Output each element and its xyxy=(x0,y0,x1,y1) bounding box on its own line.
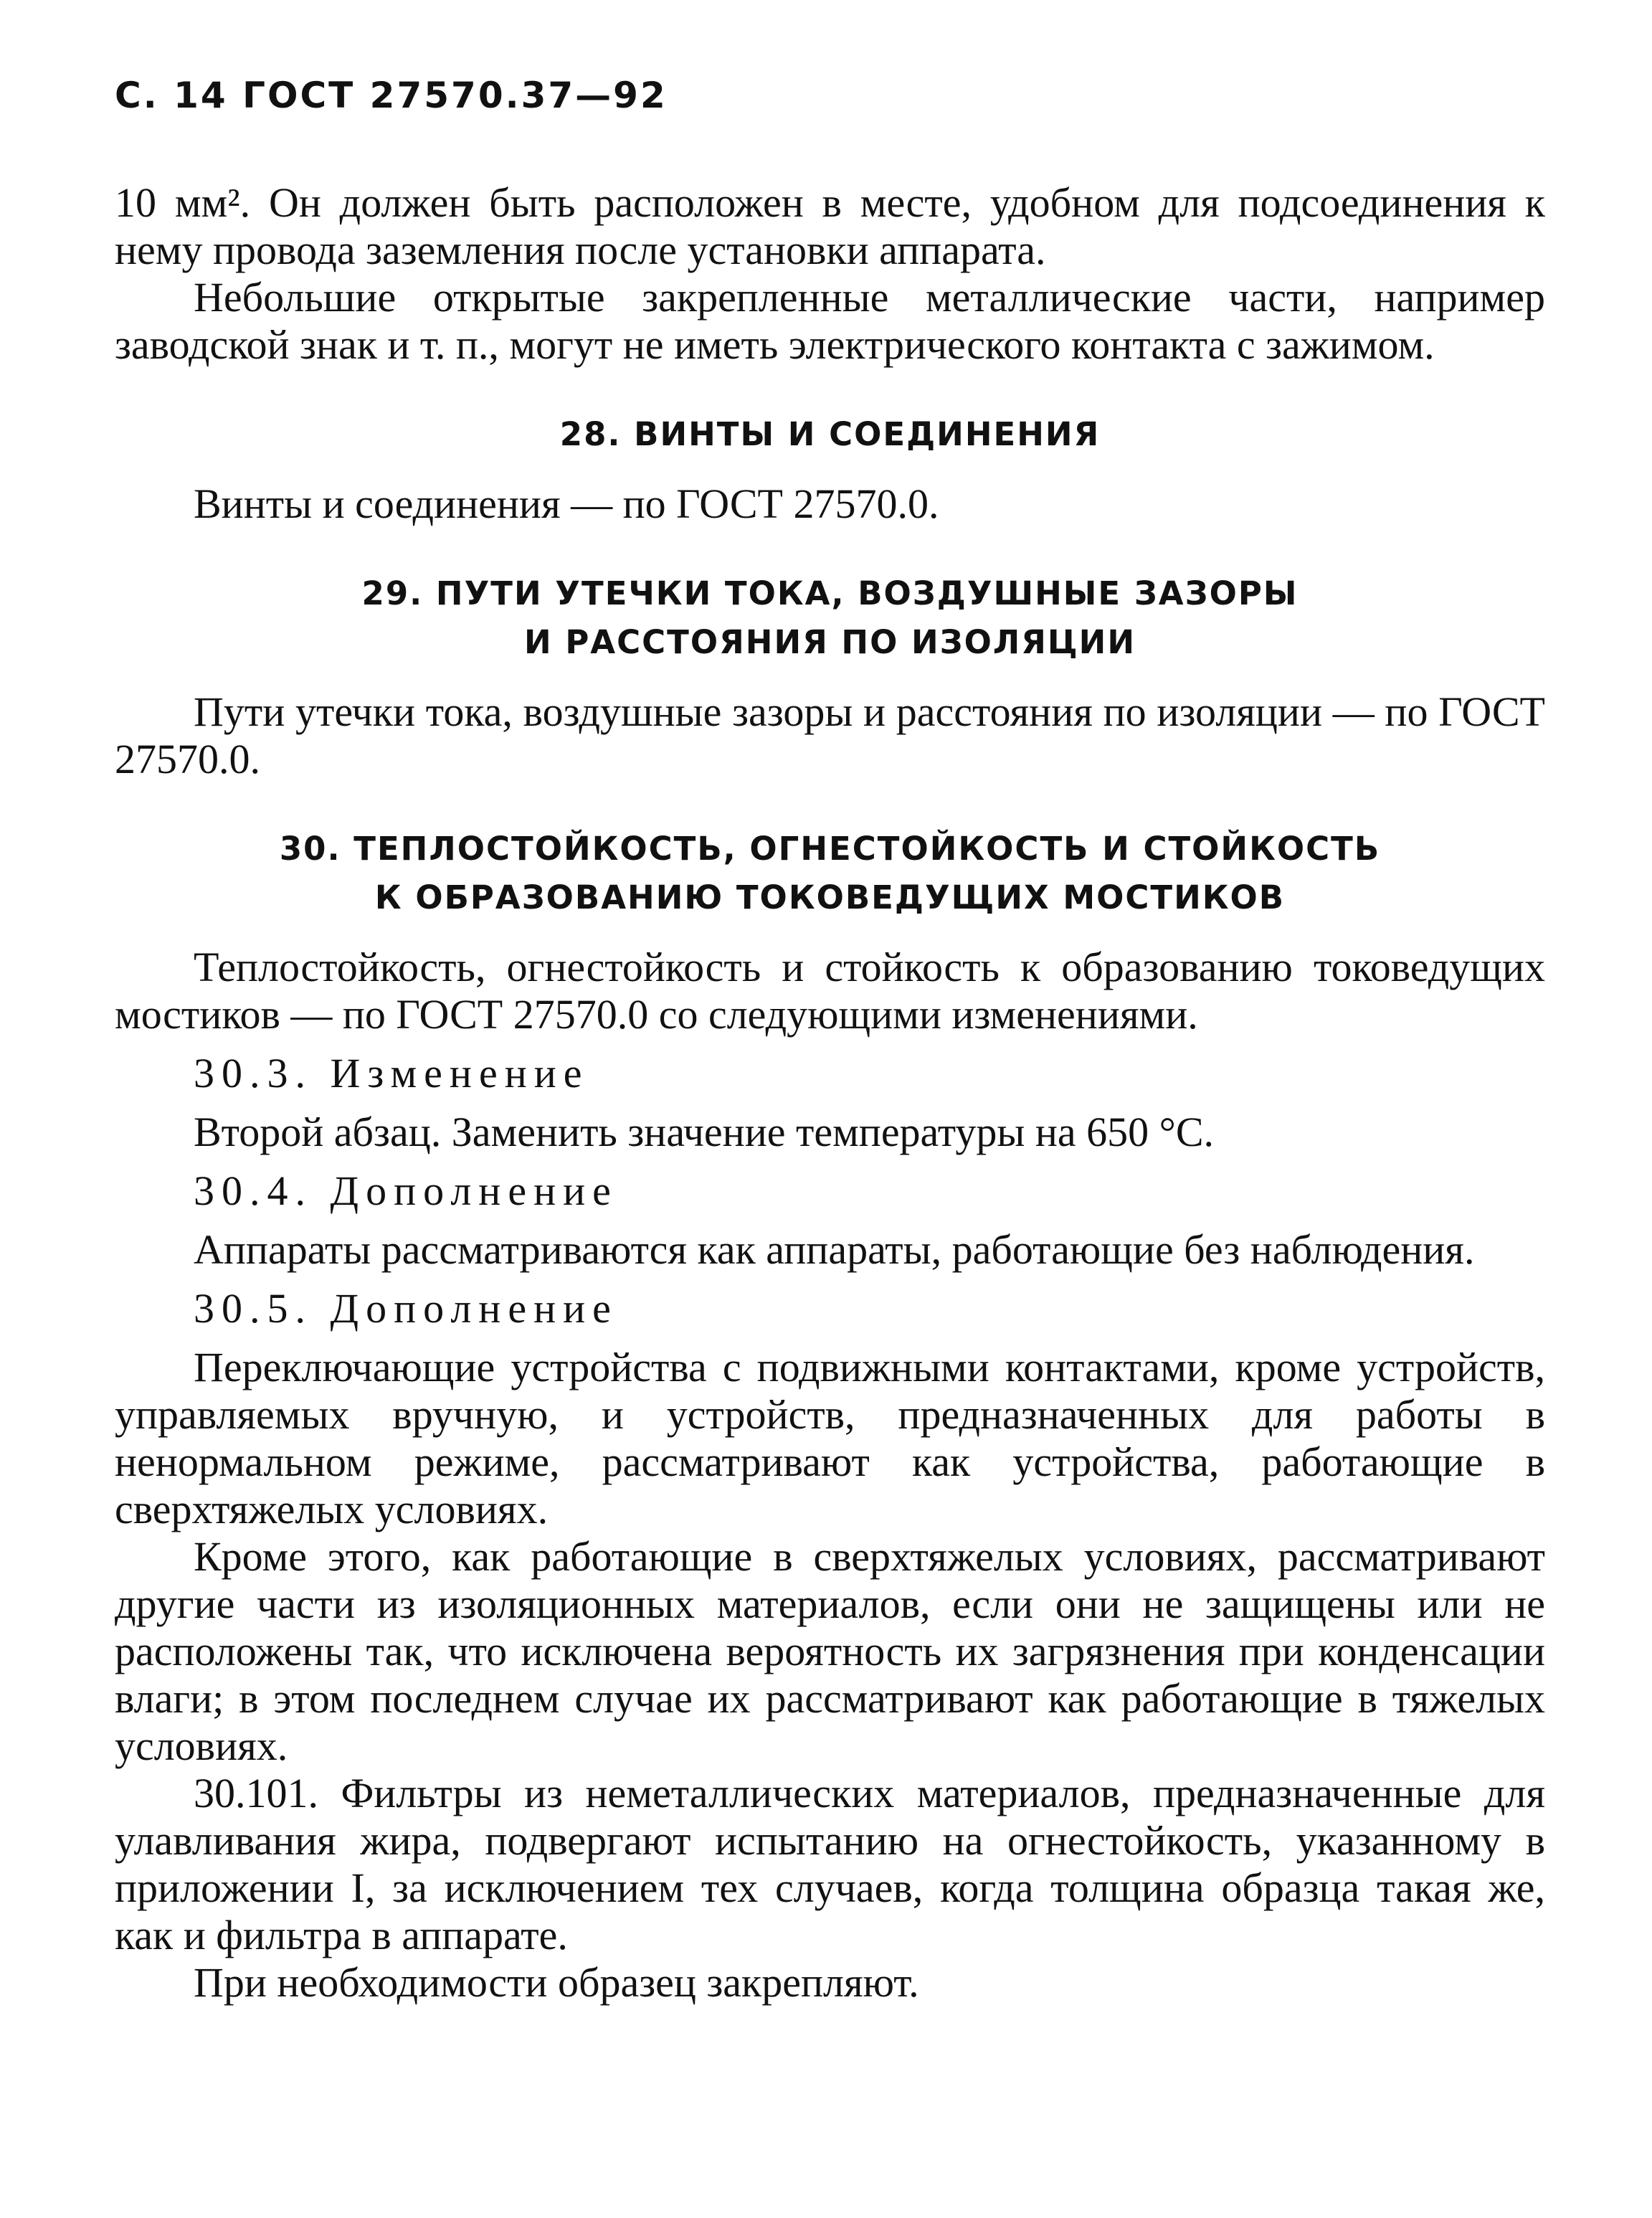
subsection-30-5-label: 30.5. Дополнение xyxy=(194,1285,618,1332)
document-body xyxy=(115,179,1545,2006)
subsection-30-101-text: 30.101. Фильтры из неметаллических материалов, предназначенные для улавливания жира, подвергают испытанию на огнестойкость, указанному в приложении I, за исключением тех случаев, когда толщина образца такая же, как и фильтра в аппарате. xyxy=(115,1770,1545,1958)
subsection-30-5-text-1: Переключающие устройства с подвижными контактами, кроме устройств, управляемых вручную, и устройств, предназначенных для работы в ненормальном режиме, рассматривают как устройства, работающие в сверхтяжелых условиях. xyxy=(115,1344,1545,1532)
subsection-30-4-text: Аппараты рассматриваются как аппараты, работающие без наблюдения. xyxy=(194,1226,1475,1273)
subsection-30-3-label: 30.3. Изменение xyxy=(194,1050,589,1096)
page-header: С. 14 ГОСТ 27570.37—92 xyxy=(115,75,668,116)
section-29-title-line-1: 29. ПУТИ УТЕЧКИ ТОКА, ВОЗДУШНЫЕ ЗАЗОРЫ xyxy=(361,574,1299,612)
subsection-30-101-text-2: При необходимости образец закрепляют. xyxy=(194,1959,919,2006)
subsection-30-5-text-2: Кроме этого, как работающие в сверхтяжелых условиях, рассматривают другие части из изоляционных материалов, если они не защищены или не расположены так, что исключена вероятность их загрязнения при конденсации влаги; в этом последнем случае их рассматривают как работающие в тяжелых условиях. xyxy=(115,1533,1545,1769)
paragraph-continuation: 10 мм². Он должен быть расположен в месте, удобном для подсоединения к нему провода заземления после установки аппарата. xyxy=(115,179,1545,273)
section-29-title xyxy=(115,569,1545,667)
section-28-title: 28. ВИНТЫ И СОЕДИНЕНИЯ xyxy=(559,415,1101,453)
section-29-text: Пути утечки тока, воздушные зазоры и расстояния по изоляции — по ГОСТ 27570.0. xyxy=(115,688,1545,782)
section-28-text: Винты и соединения — по ГОСТ 27570.0. xyxy=(194,480,939,527)
section-30-title-line-2: К ОБРАЗОВАНИЮ ТОКОВЕДУЩИХ МОСТИКОВ xyxy=(374,878,1286,916)
section-30-intro: Теплостойкость, огнестойкость и стойкость к образованию токоведущих мостиков — по ГОСТ 27570.0 со следующими изменениями. xyxy=(115,944,1545,1038)
subsection-30-3-text: Второй абзац. Заменить значение температуры на 650 °С. xyxy=(194,1109,1215,1155)
section-30-title xyxy=(115,825,1545,922)
paragraph-metal-parts: Небольшие открытые закрепленные металлические части, например заводской знак и т. п., могут не иметь электрического контакта с зажимом. xyxy=(115,274,1545,368)
subsection-30-4-label: 30.4. Дополнение xyxy=(194,1167,618,1214)
section-29-title-line-2: И РАССТОЯНИЯ ПО ИЗОЛЯЦИИ xyxy=(524,623,1136,661)
section-30-title-line-1: 30. ТЕПЛОСТОЙКОСТЬ, ОГНЕСТОЙКОСТЬ И СТОЙКОСТЬ xyxy=(279,830,1381,868)
